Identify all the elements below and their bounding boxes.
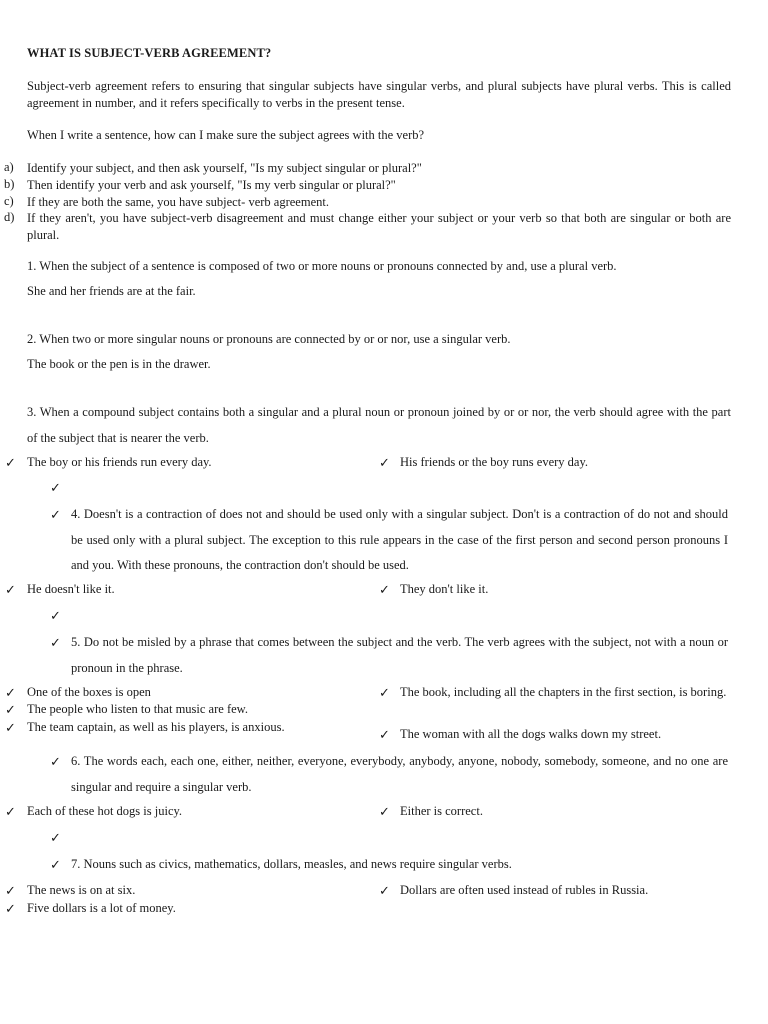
rule-2-example: The book or the pen is in the drawer. (27, 357, 211, 371)
step-text: Then identify your verb and ask yourself, "Is my verb singular or plural?" (27, 178, 396, 192)
rule-5-example-left-2: The people who listen to that music are few. (27, 702, 248, 716)
step-letter: c) (4, 194, 14, 208)
rule-3: 3. When a compound subject contains both a singular and a plural noun or pronoun joined by or or nor, the verb should agree with the part of the subject that is nearer the verb. (27, 405, 731, 445)
check-icon: ✓ (379, 455, 390, 470)
check-icon: ✓ (5, 702, 16, 717)
rule-6-example-left: Each of these hot dogs is juicy. (27, 804, 183, 818)
rule-7-example-right: Dollars are often used instead of rubles in Russia. (400, 883, 649, 897)
question-paragraph: When I write a sentence, how can I make sure the subject agrees with the verb? (27, 128, 425, 142)
step-letter: a) (4, 160, 14, 174)
rule-5-example-left-3: The team captain, as well as his players, is anxious. (27, 720, 285, 734)
intro-paragraph: Subject-verb agreement refers to ensuring that singular subjects have singular verbs, and plural subjects have plural verbs. This is called agreement in number, and it refers specifically to verbs in the present tense. (27, 79, 731, 110)
check-icon: ✓ (379, 883, 390, 898)
rule-5-example-left-1: One of the boxes is open (27, 685, 151, 699)
rule-7-example-left-2: Five dollars is a lot of money. (27, 901, 176, 915)
rule-7: 7. Nouns such as civics, mathematics, dollars, measles, and news require singular verbs. (71, 857, 512, 871)
check-icon: ✓ (50, 507, 61, 522)
check-icon: ✓ (5, 720, 16, 735)
step-letter: d) (4, 210, 15, 224)
check-icon: ✓ (50, 608, 61, 623)
step-text: Identify your subject, and then ask yourself, "Is my subject singular or plural?" (27, 161, 422, 175)
rule-5-example-right-2: The woman with all the dogs walks down my street. (400, 727, 662, 741)
step-text: If they aren't, you have subject-verb disagreement and must change either your subject or your verb so that both are singular or both are plural. (27, 211, 731, 242)
rule-4-example-right: They don't like it. (400, 582, 489, 596)
check-icon: ✓ (379, 727, 390, 742)
rule-6-example-right: Either is correct. (400, 804, 483, 818)
check-icon: ✓ (50, 754, 61, 769)
page-title: WHAT IS SUBJECT-VERB AGREEMENT? (27, 46, 272, 60)
rule-1-example: She and her friends are at the fair. (27, 284, 196, 298)
rule-3-example-right: His friends or the boy runs every day. (400, 455, 589, 469)
rule-6: 6. The words each, each one, either, neither, everyone, everybody, anybody, anyone, nobody, somebody, someone, and no one are singular and require a singular verb. (71, 754, 728, 794)
step-text: If they are both the same, you have subject- verb agreement. (27, 195, 329, 209)
check-icon: ✓ (5, 901, 16, 916)
check-icon: ✓ (379, 582, 390, 597)
check-icon: ✓ (379, 685, 390, 700)
check-icon: ✓ (5, 455, 16, 470)
check-icon: ✓ (50, 830, 61, 845)
rule-2: 2. When two or more singular nouns or pronouns are connected by or or nor, use a singular verb. (27, 332, 511, 346)
check-icon: ✓ (379, 804, 390, 819)
rule-4: 4. Doesn't is a contraction of does not and should be used only with a singular subject. Don't is a contraction of do not and should be used only with a plural subject. The exception to this rule appears in the case of the first person and second person pronouns I and you. With these pronouns, the contraction don't should be used. (71, 507, 728, 572)
rule-4-example-left: He doesn't like it. (27, 582, 115, 596)
check-icon: ✓ (50, 635, 61, 650)
step-letter: b) (4, 177, 15, 191)
check-icon: ✓ (5, 883, 16, 898)
rule-5: 5. Do not be misled by a phrase that comes between the subject and the verb. The verb agrees with the subject, not with a noun or pronoun in the phrase. (71, 635, 728, 675)
check-icon: ✓ (5, 582, 16, 597)
check-icon: ✓ (50, 480, 61, 495)
check-icon: ✓ (50, 857, 61, 872)
rule-5-example-right-1: The book, including all the chapters in the first section, is boring. (400, 685, 727, 699)
check-icon: ✓ (5, 804, 16, 819)
rule-3-example-left: The boy or his friends run every day. (27, 455, 212, 469)
rule-7-example-left-1: The news is on at six. (27, 883, 136, 897)
check-icon: ✓ (5, 685, 16, 700)
rule-1: 1. When the subject of a sentence is composed of two or more nouns or pronouns connected by and, use a plural verb. (27, 259, 617, 273)
